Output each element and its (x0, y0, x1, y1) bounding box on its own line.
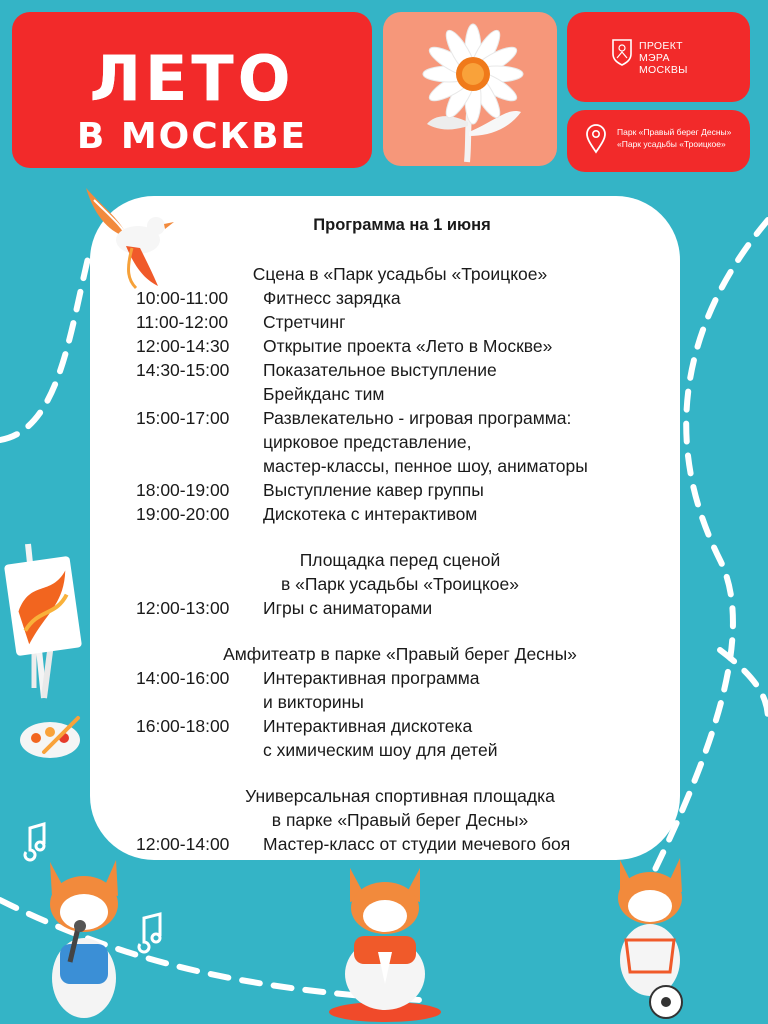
program-schedule (136, 212, 676, 856)
event-time: 14:30-15:00 (136, 360, 230, 380)
event-desc (263, 286, 401, 310)
section-title: Сцена в «Парк усадьбы «Троицкое» (252, 264, 548, 284)
event-row (136, 310, 676, 334)
event-desc-line: цирковое представление, (263, 432, 472, 452)
event-desc (263, 596, 432, 620)
section-stage-area (136, 548, 676, 620)
event-row (136, 406, 676, 478)
event-desc-line: Развлекательно - игровая программа: (263, 408, 572, 428)
event-desc-line: Интерактивная дискотека (263, 716, 473, 736)
event-time: 12:00-14:00 (136, 834, 230, 854)
sunflower-icon (383, 12, 557, 166)
event-desc-line: Игры с аниматорами (263, 598, 433, 618)
mayor-project-line1: ПРОЕКТ (639, 40, 683, 52)
mayor-project-line2: МЭРА (639, 52, 670, 64)
dog-meditating-icon (320, 862, 450, 1022)
section-title: в парке «Правый берег Десны» (271, 810, 529, 830)
event-row (136, 286, 676, 310)
event-row (136, 666, 676, 714)
event-row (136, 478, 676, 502)
location-1: Парк «Правый берег Десны» (617, 127, 732, 137)
dog-football-icon (600, 852, 720, 1022)
event-row (136, 714, 676, 762)
mayor-project-label (639, 40, 688, 76)
event-desc (263, 334, 552, 358)
event-row (136, 596, 676, 620)
section-sports-ground (136, 784, 676, 856)
event-row (136, 334, 676, 358)
event-desc (263, 502, 477, 526)
event-desc-line: с химическим шоу для детей (263, 740, 498, 760)
event-desc (263, 666, 480, 714)
location-pin-icon (585, 124, 607, 154)
event-desc-line: и викторины (263, 692, 364, 712)
section-stage (136, 262, 676, 526)
event-time: 10:00-11:00 (136, 288, 229, 308)
event-desc (263, 714, 498, 762)
dog-singer-icon (32, 852, 142, 1022)
event-time: 12:00-14:30 (136, 336, 230, 356)
event-desc-line: Интерактивная программа (263, 668, 480, 688)
section-title: Амфитеатр в парке «Правый берег Десны» (223, 644, 577, 664)
event-time: 11:00-12:00 (136, 312, 229, 332)
event-desc-line: Выступление кавер группы (263, 480, 484, 500)
event-desc-line: Стретчинг (263, 312, 346, 332)
title-banner (12, 12, 372, 168)
location-tile (567, 110, 750, 172)
event-desc-line: мастер-классы, пенное шоу, аниматоры (263, 456, 588, 476)
event-time: 18:00-19:00 (136, 480, 230, 500)
bird-icon (66, 180, 186, 290)
event-desc-line: Брейкданс тим (263, 384, 385, 404)
mayor-project-tile (567, 12, 750, 102)
moscow-coat-of-arms-icon (611, 38, 633, 66)
title-line1: ЛЕТО (89, 42, 295, 115)
location-2: «Парк усадьбы «Троицкое» (617, 139, 726, 149)
event-row (136, 502, 676, 526)
event-desc (263, 310, 346, 334)
easel-painting-icon (4, 538, 84, 708)
palette-icon (14, 712, 84, 762)
mayor-project-line3: МОСКВЫ (639, 64, 688, 76)
event-row (136, 358, 676, 406)
event-row (136, 832, 676, 856)
event-time: 19:00-20:00 (136, 504, 230, 524)
event-desc-line: Мастер-класс от студии мечевого боя (263, 834, 571, 854)
event-desc-line: Показательное выступление (263, 360, 497, 380)
event-desc (263, 478, 484, 502)
section-amphitheatre (136, 642, 676, 762)
program-title: Программа на 1 июня (313, 216, 491, 234)
event-time: 12:00-13:00 (136, 598, 230, 618)
event-desc-line: Открытие проекта «Лето в Москве» (263, 336, 553, 356)
event-desc-line: Фитнесс зарядка (263, 288, 401, 308)
location-list (617, 126, 731, 150)
flower-tile (383, 12, 557, 166)
event-time: 14:00-16:00 (136, 668, 230, 688)
event-desc (263, 832, 570, 856)
section-title: Универсальная спортивная площадка (245, 786, 555, 806)
event-desc (263, 358, 497, 406)
event-desc (263, 406, 588, 478)
section-title: Площадка перед сценой (299, 550, 501, 570)
title-line2: В МОСКВЕ (76, 116, 308, 157)
section-title: в «Парк усадьбы «Троицкое» (280, 574, 520, 594)
event-time: 16:00-18:00 (136, 716, 230, 736)
event-time: 15:00-17:00 (136, 408, 230, 428)
event-desc-line: Дискотека с интерактивом (263, 504, 478, 524)
